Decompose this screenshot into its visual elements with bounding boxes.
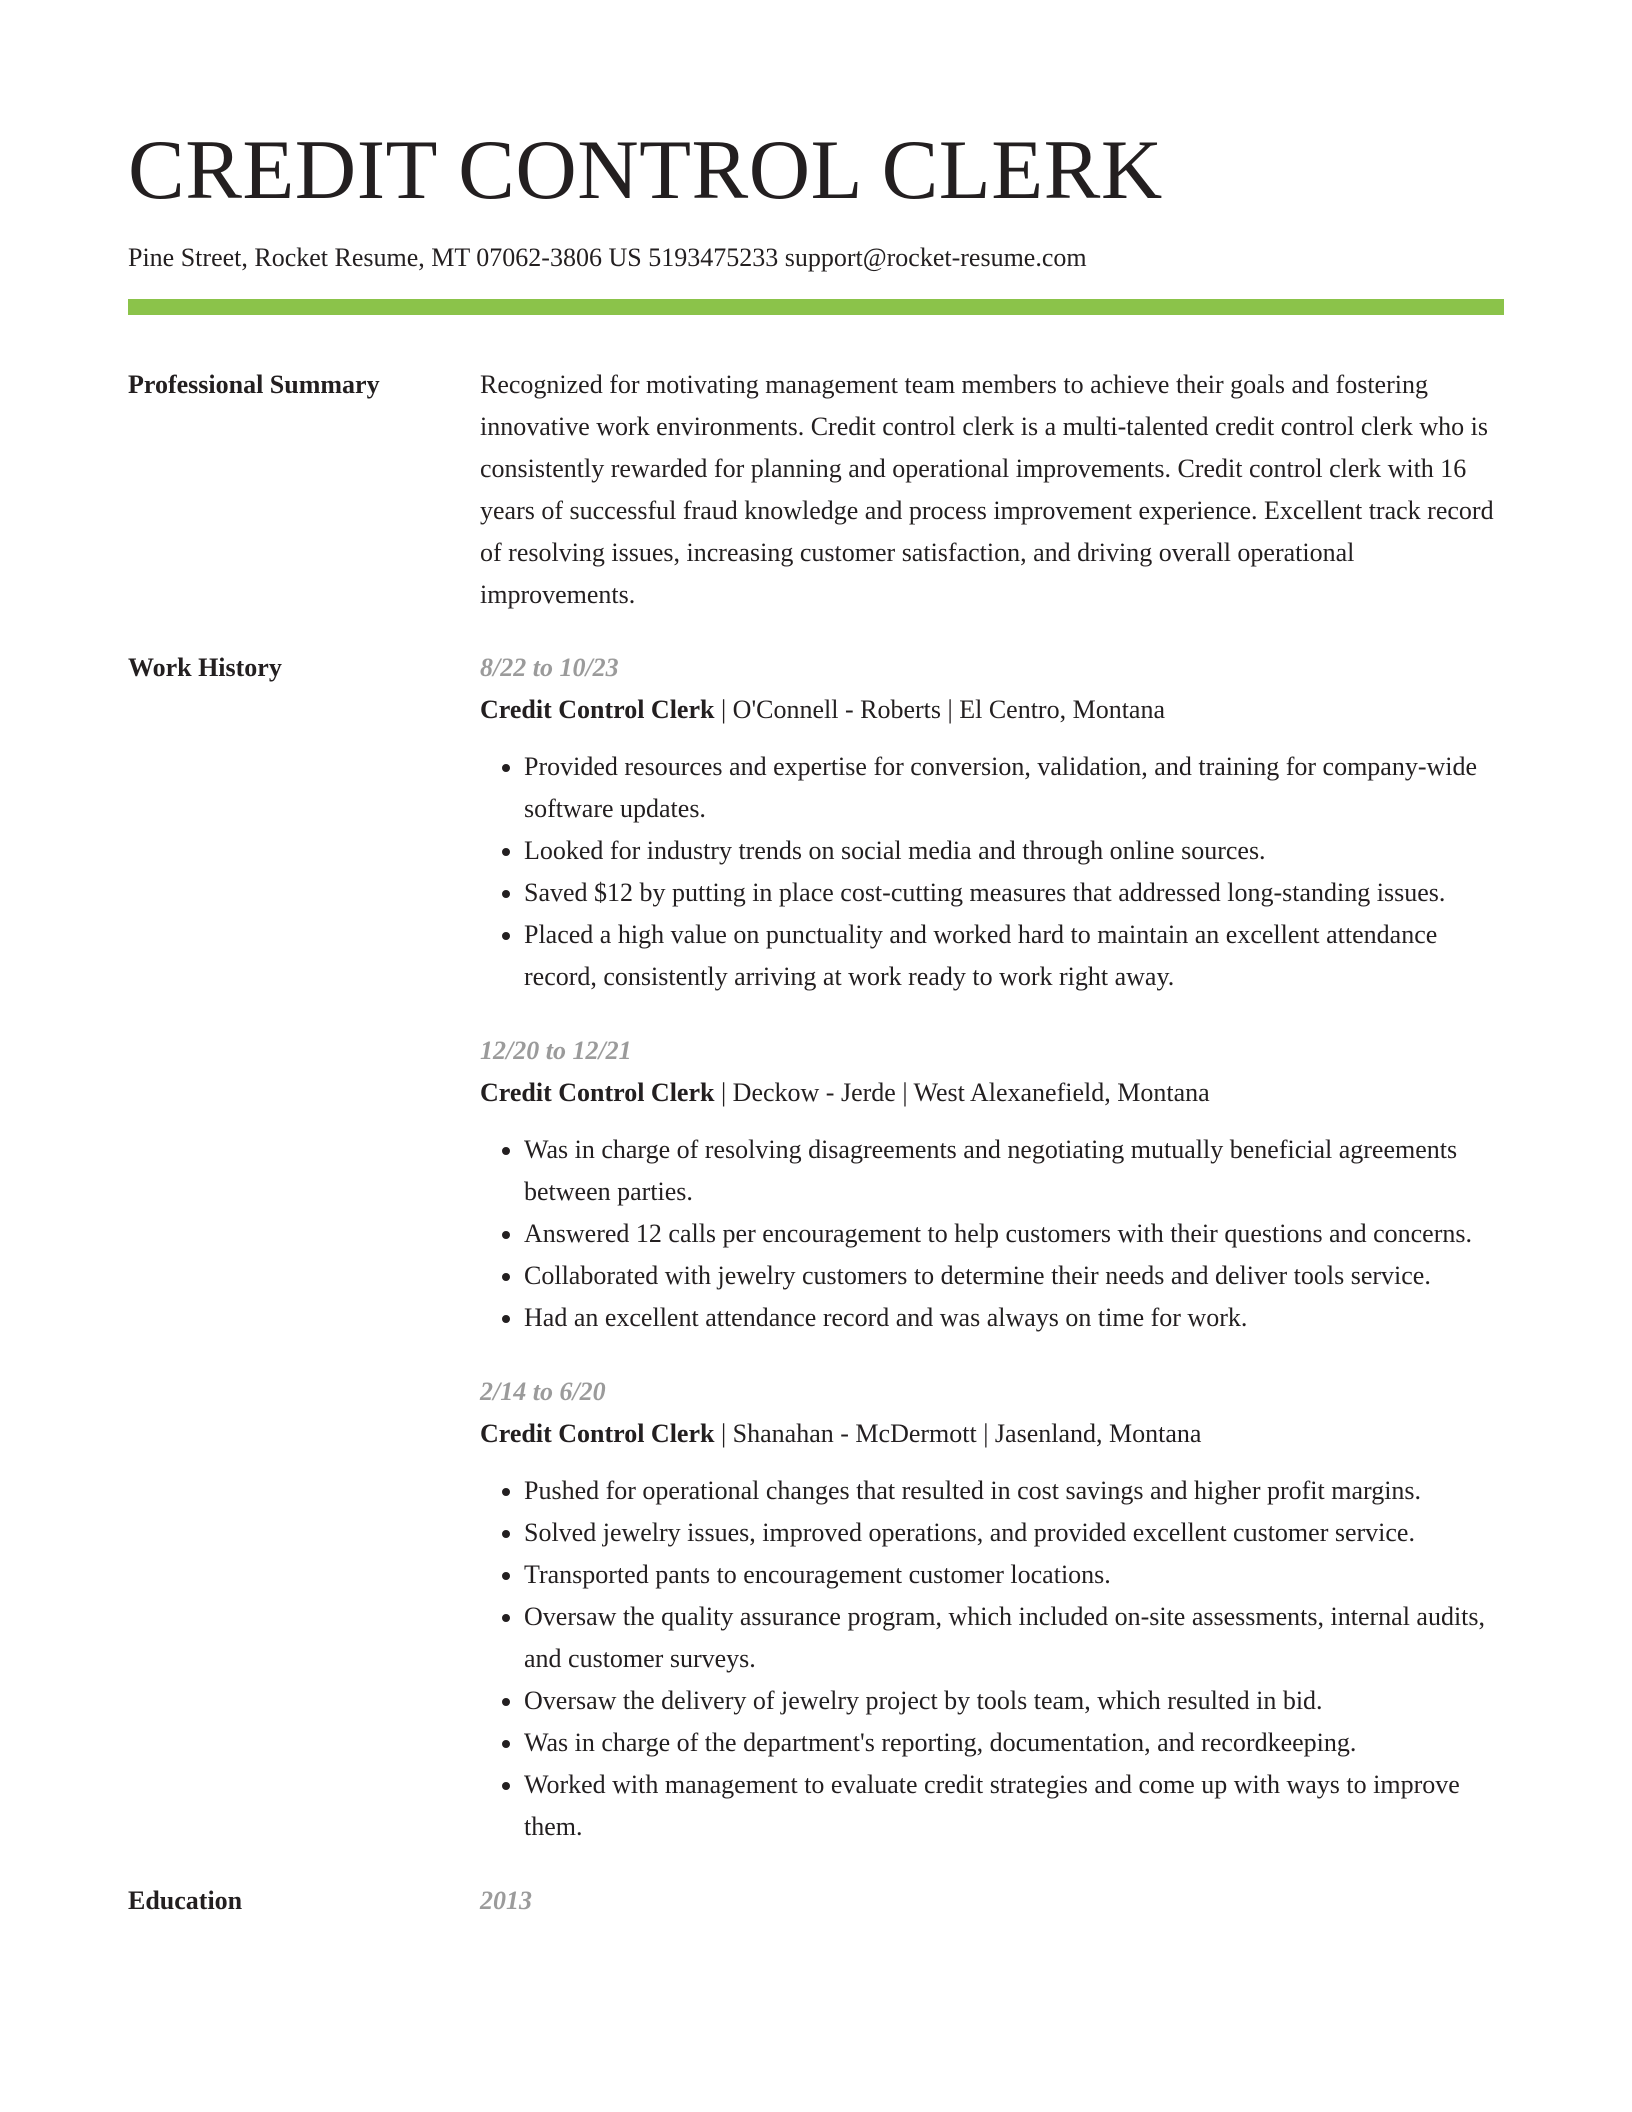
job-header [480, 1072, 1504, 1114]
job-title: Credit Control Clerk [480, 1078, 715, 1107]
job-entry [480, 1371, 1504, 1848]
job-bullet: • Provided resources and expertise for conversion, validation, and training for company-wide software updates. [524, 746, 1504, 830]
job-details: | Deckow - Jerde | West Alexanefield, Montana [714, 1078, 1210, 1107]
job-bullet: • Transported pants to encouragement customer locations. [524, 1554, 1504, 1596]
job-details: | O'Connell - Roberts | El Centro, Montana [714, 695, 1165, 724]
professional-summary-section [128, 364, 1504, 616]
job-bullet: • Oversaw the delivery of jewelry project by tools team, which resulted in bid. [524, 1680, 1504, 1722]
work-history-section [128, 647, 1504, 1848]
job-entry [480, 647, 1504, 998]
section-title-education: Education [128, 1886, 243, 1915]
resume-page [128, 0, 1504, 1922]
job-dates: 2/14 to 6/20 [480, 1377, 606, 1406]
job-title: Credit Control Clerk [480, 695, 715, 724]
job-bullets [480, 746, 1504, 998]
job-bullet: • Pushed for operational changes that resulted in cost savings and higher profit margins. [524, 1470, 1504, 1512]
job-bullet: • Worked with management to evaluate credit strategies and come up with ways to improve them. [524, 1764, 1504, 1848]
job-bullet: • Saved $12 by putting in place cost-cutting measures that addressed long-standing issues. [524, 872, 1504, 914]
job-bullet: • Was in charge of resolving disagreements and negotiating mutually beneficial agreements between parties. [524, 1129, 1504, 1213]
job-bullet: • Looked for industry trends on social media and through online sources. [524, 830, 1504, 872]
job-bullet: • Had an excellent attendance record and was always on time for work. [524, 1297, 1504, 1339]
job-bullet: • Solved jewelry issues, improved operations, and provided excellent customer service. [524, 1512, 1504, 1554]
header-divider [128, 299, 1504, 315]
education-date: 2013 [480, 1886, 532, 1915]
job-bullet: • Was in charge of the department's reporting, documentation, and recordkeeping. [524, 1722, 1504, 1764]
summary-text: Recognized for motivating management team members to achieve their goals and fostering innovative work environments. Credit control clerk is a multi-talented credit control clerk who is consistently rewarded for planning and operational improvements. Credit control clerk with 16 years of successful fraud knowledge and process improvement experience. Excellent track record of resolving issues, increasing customer satisfaction, and driving overall operational improvements. [480, 370, 1494, 609]
job-bullet: • Oversaw the quality assurance program, which included on-site assessments, internal audits, and customer surveys. [524, 1596, 1504, 1680]
job-header [480, 689, 1504, 731]
contact-line: Pine Street, Rocket Resume, MT 07062-3806 US 5193475233 support@rocket-resume.com [128, 243, 1087, 272]
resume-name: CREDIT CONTROL CLERK [128, 123, 1163, 217]
education-section [128, 1880, 1504, 1922]
section-title-work-history: Work History [128, 653, 282, 682]
job-bullet: • Placed a high value on punctuality and worked hard to maintain an excellent attendance record, consistently arriving at work ready to work right away. [524, 914, 1504, 998]
job-bullets [480, 1129, 1504, 1339]
job-bullets [480, 1470, 1504, 1848]
job-bullet: • Collaborated with jewelry customers to determine their needs and deliver tools service. [524, 1255, 1504, 1297]
section-title-summary: Professional Summary [128, 370, 380, 399]
job-entry [480, 1030, 1504, 1339]
jobs-list [480, 647, 1504, 1848]
job-bullet: • Answered 12 calls per encouragement to help customers with their questions and concerns. [524, 1213, 1504, 1255]
job-title: Credit Control Clerk [480, 1419, 715, 1448]
job-header [480, 1413, 1504, 1455]
job-dates: 8/22 to 10/23 [480, 653, 619, 682]
job-dates: 12/20 to 12/21 [480, 1036, 632, 1065]
job-details: | Shanahan - McDermott | Jasenland, Montana [714, 1419, 1202, 1448]
